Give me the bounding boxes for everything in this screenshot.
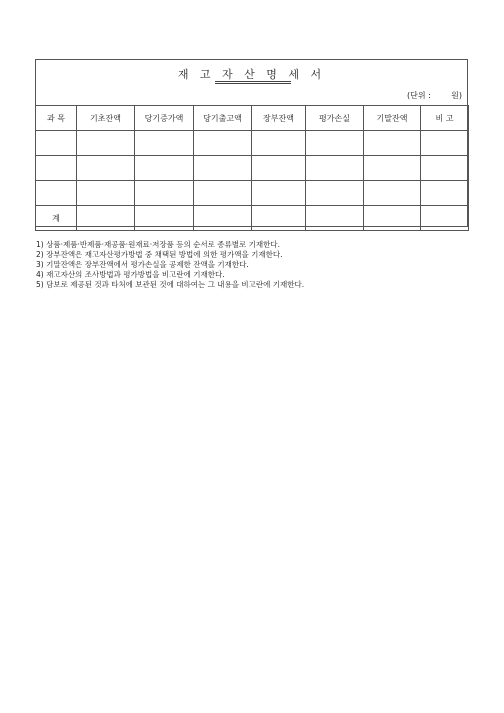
total-label: 계 [36, 206, 77, 231]
table-cell[interactable] [36, 181, 77, 206]
instruction-notes [36, 240, 304, 290]
header-book-balance: 장부잔액 [252, 106, 306, 131]
note-item: 3) 기말잔액은 장부잔액에서 평가손실을 공제한 잔액을 기재한다. [36, 260, 249, 269]
header-release: 당기출고액 [194, 106, 252, 131]
table-cell[interactable] [135, 206, 194, 231]
header-valuation-loss: 평가손실 [306, 106, 364, 131]
total-row [36, 206, 469, 231]
note-item: 5) 담보로 제공된 것과 타처에 보관된 것에 대하여는 그 내용을 비고란에 기재한다. [36, 280, 305, 289]
table-cell[interactable] [364, 206, 421, 231]
table-cell[interactable] [421, 131, 469, 156]
header-remarks: 비 고 [421, 106, 469, 131]
table-cell[interactable] [194, 156, 252, 181]
table-cell[interactable] [306, 181, 364, 206]
table-cell[interactable] [194, 206, 252, 231]
unit-label: (단위 : 원) [406, 91, 462, 100]
table-cell[interactable] [421, 206, 469, 231]
form-title: 재 고 자 산 명 세 서 [177, 68, 326, 81]
table-cell[interactable] [252, 181, 306, 206]
table-cell[interactable] [364, 131, 421, 156]
table-cell[interactable] [364, 181, 421, 206]
table-cell[interactable] [77, 156, 135, 181]
header-account: 과 목 [36, 106, 77, 131]
table-cell[interactable] [77, 206, 135, 231]
table-cell[interactable] [252, 131, 306, 156]
table-row [36, 156, 469, 181]
table-header-row [36, 106, 469, 131]
table-cell[interactable] [364, 156, 421, 181]
table-cell[interactable] [77, 131, 135, 156]
note-item: 2) 장부잔액은 재고자산평가방법 중 채택된 방법에 의한 평가액을 기재한다. [36, 250, 283, 259]
table-cell[interactable] [36, 156, 77, 181]
header-increase: 당기증가액 [135, 106, 194, 131]
table-cell[interactable] [306, 131, 364, 156]
table-cell[interactable] [194, 131, 252, 156]
table-cell[interactable] [135, 156, 194, 181]
title-underline-double [215, 83, 291, 84]
header-opening-balance: 기초잔액 [77, 106, 135, 131]
table-cell[interactable] [252, 156, 306, 181]
table-cell[interactable] [36, 131, 77, 156]
table-cell[interactable] [194, 181, 252, 206]
table-cell[interactable] [252, 206, 306, 231]
table-row [36, 131, 469, 156]
table-cell[interactable] [421, 181, 469, 206]
title-underline [215, 81, 291, 82]
inventory-table [35, 105, 469, 231]
header-closing-balance: 기말잔액 [364, 106, 421, 131]
table-cell[interactable] [77, 181, 135, 206]
table-row [36, 181, 469, 206]
table-cell[interactable] [306, 156, 364, 181]
table-cell[interactable] [421, 156, 469, 181]
inventory-statement-form [35, 59, 468, 227]
table-cell[interactable] [135, 181, 194, 206]
table-cell[interactable] [135, 131, 194, 156]
note-item: 4) 재고자산의 조사방법과 평가방법을 비고란에 기재한다. [36, 270, 225, 279]
table-cell[interactable] [306, 206, 364, 231]
note-item: 1) 상품·제품·반제품·재공품·원재료·저장품 등의 순서로 종류별로 기재한다. [36, 240, 281, 249]
